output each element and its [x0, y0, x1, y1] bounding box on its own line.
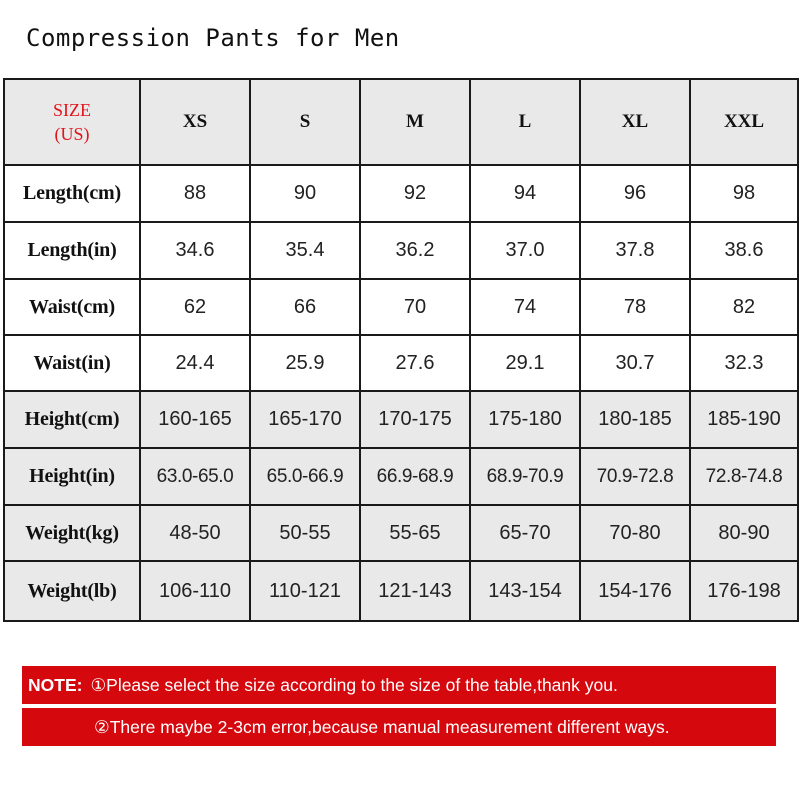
table-cell: 66.9-68.9	[360, 448, 470, 505]
size-chart-table	[3, 78, 799, 622]
table-cell: 170-175	[360, 391, 470, 448]
size-header-line1: SIZE	[53, 99, 91, 120]
note-line-2: ②There maybe 2-3cm error,because manual measurement different ways.	[94, 716, 670, 737]
row-label: Height(cm)	[4, 391, 140, 448]
note-label: NOTE:	[28, 674, 83, 695]
row-label: Length(cm)	[4, 165, 140, 222]
table-cell: 70	[360, 279, 470, 335]
table-cell: 66	[250, 279, 360, 335]
table-cell: 55-65	[360, 505, 470, 561]
note-banner-2	[22, 708, 776, 746]
size-us-header	[4, 79, 140, 165]
table-cell: 34.6	[140, 222, 250, 279]
table-row-length-in	[4, 222, 798, 279]
table-row-length-cm	[4, 165, 798, 222]
table-cell: 65.0-66.9	[250, 448, 360, 505]
table-cell: 32.3	[690, 335, 798, 391]
table-cell: 62	[140, 279, 250, 335]
table-cell: 38.6	[690, 222, 798, 279]
table-cell: 70.9-72.8	[580, 448, 690, 505]
table-cell: 92	[360, 165, 470, 222]
table-cell: 27.6	[360, 335, 470, 391]
table-cell: 121-143	[360, 561, 470, 621]
table-row-weight-lb	[4, 561, 798, 621]
table-row-height-in	[4, 448, 798, 505]
note-banner-1	[22, 666, 776, 704]
table-row-height-cm	[4, 391, 798, 448]
table-cell: 88	[140, 165, 250, 222]
table-cell: 63.0-65.0	[140, 448, 250, 505]
table-cell: 106-110	[140, 561, 250, 621]
page-title: Compression Pants for Men	[26, 24, 400, 52]
table-cell: 37.8	[580, 222, 690, 279]
size-m-header: M	[360, 79, 470, 165]
table-cell: 185-190	[690, 391, 798, 448]
table-cell: 98	[690, 165, 798, 222]
table-row-waist-cm	[4, 279, 798, 335]
row-label: Weight(kg)	[4, 505, 140, 561]
table-cell: 30.7	[580, 335, 690, 391]
table-cell: 65-70	[470, 505, 580, 561]
table-cell: 29.1	[470, 335, 580, 391]
row-label: Height(in)	[4, 448, 140, 505]
table-cell: 176-198	[690, 561, 798, 621]
table-cell: 94	[470, 165, 580, 222]
table-cell: 50-55	[250, 505, 360, 561]
table-row-waist-in	[4, 335, 798, 391]
table-cell: 72.8-74.8	[690, 448, 798, 505]
size-xl-header: XL	[580, 79, 690, 165]
table-cell: 180-185	[580, 391, 690, 448]
table-cell: 78	[580, 279, 690, 335]
size-xxl-header: XXL	[690, 79, 798, 165]
row-label: Waist(in)	[4, 335, 140, 391]
row-label: Weight(lb)	[4, 561, 140, 621]
size-l-header: L	[470, 79, 580, 165]
table-cell: 36.2	[360, 222, 470, 279]
table-cell: 165-170	[250, 391, 360, 448]
table-cell: 160-165	[140, 391, 250, 448]
size-header-line2: (US)	[54, 124, 90, 144]
note-line-1: ①Please select the size according to the size of the table,thank you.	[90, 674, 618, 695]
row-label: Waist(cm)	[4, 279, 140, 335]
header-row	[4, 79, 798, 165]
size-s-header: S	[250, 79, 360, 165]
table-cell: 74	[470, 279, 580, 335]
table-cell: 143-154	[470, 561, 580, 621]
table-cell: 48-50	[140, 505, 250, 561]
table-cell: 80-90	[690, 505, 798, 561]
table-cell: 70-80	[580, 505, 690, 561]
size-xs-header: XS	[140, 79, 250, 165]
table-row-weight-kg	[4, 505, 798, 561]
table-cell: 25.9	[250, 335, 360, 391]
table-cell: 96	[580, 165, 690, 222]
table-cell: 24.4	[140, 335, 250, 391]
table-cell: 35.4	[250, 222, 360, 279]
table-cell: 154-176	[580, 561, 690, 621]
table-cell: 90	[250, 165, 360, 222]
table-cell: 68.9-70.9	[470, 448, 580, 505]
table-cell: 82	[690, 279, 798, 335]
table-cell: 110-121	[250, 561, 360, 621]
table-cell: 37.0	[470, 222, 580, 279]
table-cell: 175-180	[470, 391, 580, 448]
row-label: Length(in)	[4, 222, 140, 279]
